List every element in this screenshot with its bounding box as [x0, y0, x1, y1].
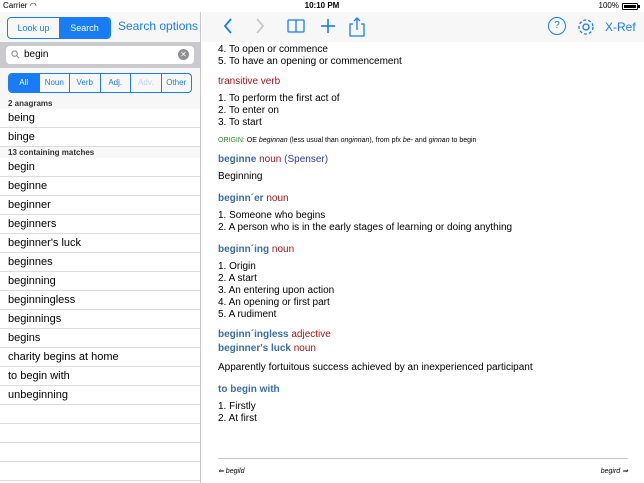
list-item[interactable]: begin: [0, 158, 200, 177]
sense: 1. Someone who begins: [218, 210, 326, 221]
list-item[interactable]: beginners: [0, 215, 200, 234]
clear-search-icon[interactable]: ✕: [178, 49, 189, 60]
lookup-tab[interactable]: Look up: [17, 23, 50, 33]
entry-beginners-luck: [218, 343, 628, 357]
origin-text: OE: [244, 137, 259, 144]
definition: Apparently fortuitous success achieved by an inexperienced participant: [218, 362, 533, 373]
origin-word: ginnan: [428, 137, 450, 144]
entry-pane: [202, 12, 644, 483]
headword[interactable]: beginne: [218, 154, 257, 165]
list-item[interactable]: beginne: [0, 177, 200, 196]
entry-to-begin-with: [218, 384, 628, 398]
back-icon[interactable]: [222, 16, 234, 36]
add-icon[interactable]: [318, 16, 338, 36]
list-item[interactable]: to begin with: [0, 367, 200, 386]
xref-button[interactable]: X-Ref: [605, 20, 636, 34]
list-item[interactable]: charity begins at home: [0, 348, 200, 367]
sense: 3. To start: [218, 117, 262, 128]
origin-word: be-: [402, 137, 413, 144]
sense: 1. Firstly: [218, 401, 256, 412]
entry-beginner: [218, 193, 628, 207]
matches-header: 13 containing matches: [0, 147, 200, 158]
search-tab[interactable]: Search: [59, 18, 110, 38]
part-of-speech: noun: [271, 244, 295, 255]
headword[interactable]: to begin with: [218, 384, 280, 395]
search-icon: [11, 50, 20, 59]
list-item[interactable]: beginningless: [0, 291, 200, 310]
etymology: [218, 135, 628, 147]
clock: 10:10 PM: [304, 1, 340, 10]
filter-other[interactable]: Other: [161, 74, 192, 92]
search-options-button[interactable]: Search options: [118, 19, 199, 33]
beginner-senses: [218, 210, 628, 234]
list-item[interactable]: binge: [0, 128, 200, 147]
part-of-speech: noun: [266, 193, 289, 204]
filter-all[interactable]: All: [9, 74, 39, 92]
empty-row: [0, 443, 200, 462]
empty-row: [0, 405, 200, 424]
list-item[interactable]: unbeginning: [0, 386, 200, 405]
empty-row: [0, 462, 200, 481]
entry-content: [202, 42, 644, 457]
sense: 3. An entering upon action: [218, 285, 335, 296]
book-icon[interactable]: [286, 16, 306, 36]
help-icon[interactable]: ?: [548, 17, 566, 35]
origin-word: beginnan: [258, 137, 288, 144]
transitive-senses: [218, 93, 628, 129]
usage-label: (Spenser): [284, 154, 329, 165]
origin-word: onginnan: [340, 137, 370, 144]
part-of-speech: adjective: [291, 329, 331, 340]
to-begin-with-senses: [218, 401, 628, 425]
sense: 2. A person who is in the early stages of learning or doing anything: [218, 222, 513, 233]
entry-toolbar: [202, 12, 644, 42]
list-item[interactable]: beginner's luck: [0, 234, 200, 253]
entry-beginne: [218, 154, 628, 168]
search-pane: [0, 12, 201, 483]
sense: 4. To open or commence: [218, 44, 328, 55]
carrier-label: Carrier ◠: [3, 1, 37, 10]
list-item[interactable]: begins: [0, 329, 200, 348]
filter-bar: [0, 68, 200, 98]
sense: 2. To enter on: [218, 105, 279, 116]
origin-text: ), from pfx: [369, 137, 403, 144]
previous-entry-link[interactable]: ⇐ begild: [218, 468, 245, 475]
sense: 5. A rudiment: [218, 309, 277, 320]
list-item[interactable]: beginning: [0, 272, 200, 291]
entry-navigation: [218, 458, 628, 483]
origin-label: ORIGIN:: [218, 137, 245, 144]
origin-text: (less usual than: [287, 137, 341, 144]
origin-text: and: [412, 137, 429, 144]
filter-adj[interactable]: Adj.: [100, 74, 131, 92]
filter-noun[interactable]: Noun: [39, 74, 70, 92]
mode-segmented-control: [7, 17, 111, 39]
transitive-verb-label: transitive verb: [218, 76, 281, 87]
part-of-speech: noun: [293, 343, 316, 354]
sense: 2. At first: [218, 413, 257, 424]
battery-status: [599, 0, 638, 12]
headword[interactable]: beginn´er: [218, 193, 264, 204]
search-value: begin: [24, 49, 49, 60]
anagrams-header: 2 anagrams: [0, 98, 200, 109]
sense: 4. An opening or first part: [218, 297, 330, 308]
origin-text: to begin: [449, 137, 477, 144]
search-header: [0, 12, 200, 42]
filter-adv: Adv.: [130, 74, 161, 92]
list-item[interactable]: being: [0, 109, 200, 128]
wifi-icon: ◠: [29, 1, 37, 10]
part-of-speech-filter: [8, 73, 192, 93]
search-input[interactable]: [6, 46, 194, 64]
entry-beginning: [218, 244, 628, 258]
headword[interactable]: beginn´ing: [218, 244, 270, 255]
beginning-senses: [218, 261, 628, 321]
search-bar: [0, 42, 200, 68]
empty-row: [0, 424, 200, 443]
forward-icon[interactable]: [254, 16, 266, 36]
battery-percent: 100%: [598, 1, 619, 10]
sense: 1. To perform the first act of: [218, 93, 340, 104]
settings-gear-icon[interactable]: [576, 16, 596, 38]
share-icon[interactable]: [348, 16, 366, 38]
battery-icon: [622, 3, 638, 10]
headword[interactable]: beginner's luck: [218, 343, 291, 354]
entry-beginningless: [218, 329, 628, 343]
results-list: [0, 98, 200, 481]
list-item[interactable]: beginnes: [0, 253, 200, 272]
definition: Beginning: [218, 171, 263, 182]
sense: 1. Origin: [218, 261, 256, 272]
filter-verb[interactable]: Verb: [69, 74, 100, 92]
status-bar: [0, 0, 644, 12]
next-entry-link[interactable]: begird ⇒: [600, 468, 628, 475]
list-item[interactable]: beginner: [0, 196, 200, 215]
part-of-speech: noun: [259, 154, 282, 165]
verb-senses-continued: [218, 44, 628, 68]
headword[interactable]: beginn´ingless: [218, 329, 289, 340]
sense: 5. To have an opening or commencement: [218, 56, 402, 67]
list-item[interactable]: beginnings: [0, 310, 200, 329]
sense: 2. A start: [218, 273, 257, 284]
